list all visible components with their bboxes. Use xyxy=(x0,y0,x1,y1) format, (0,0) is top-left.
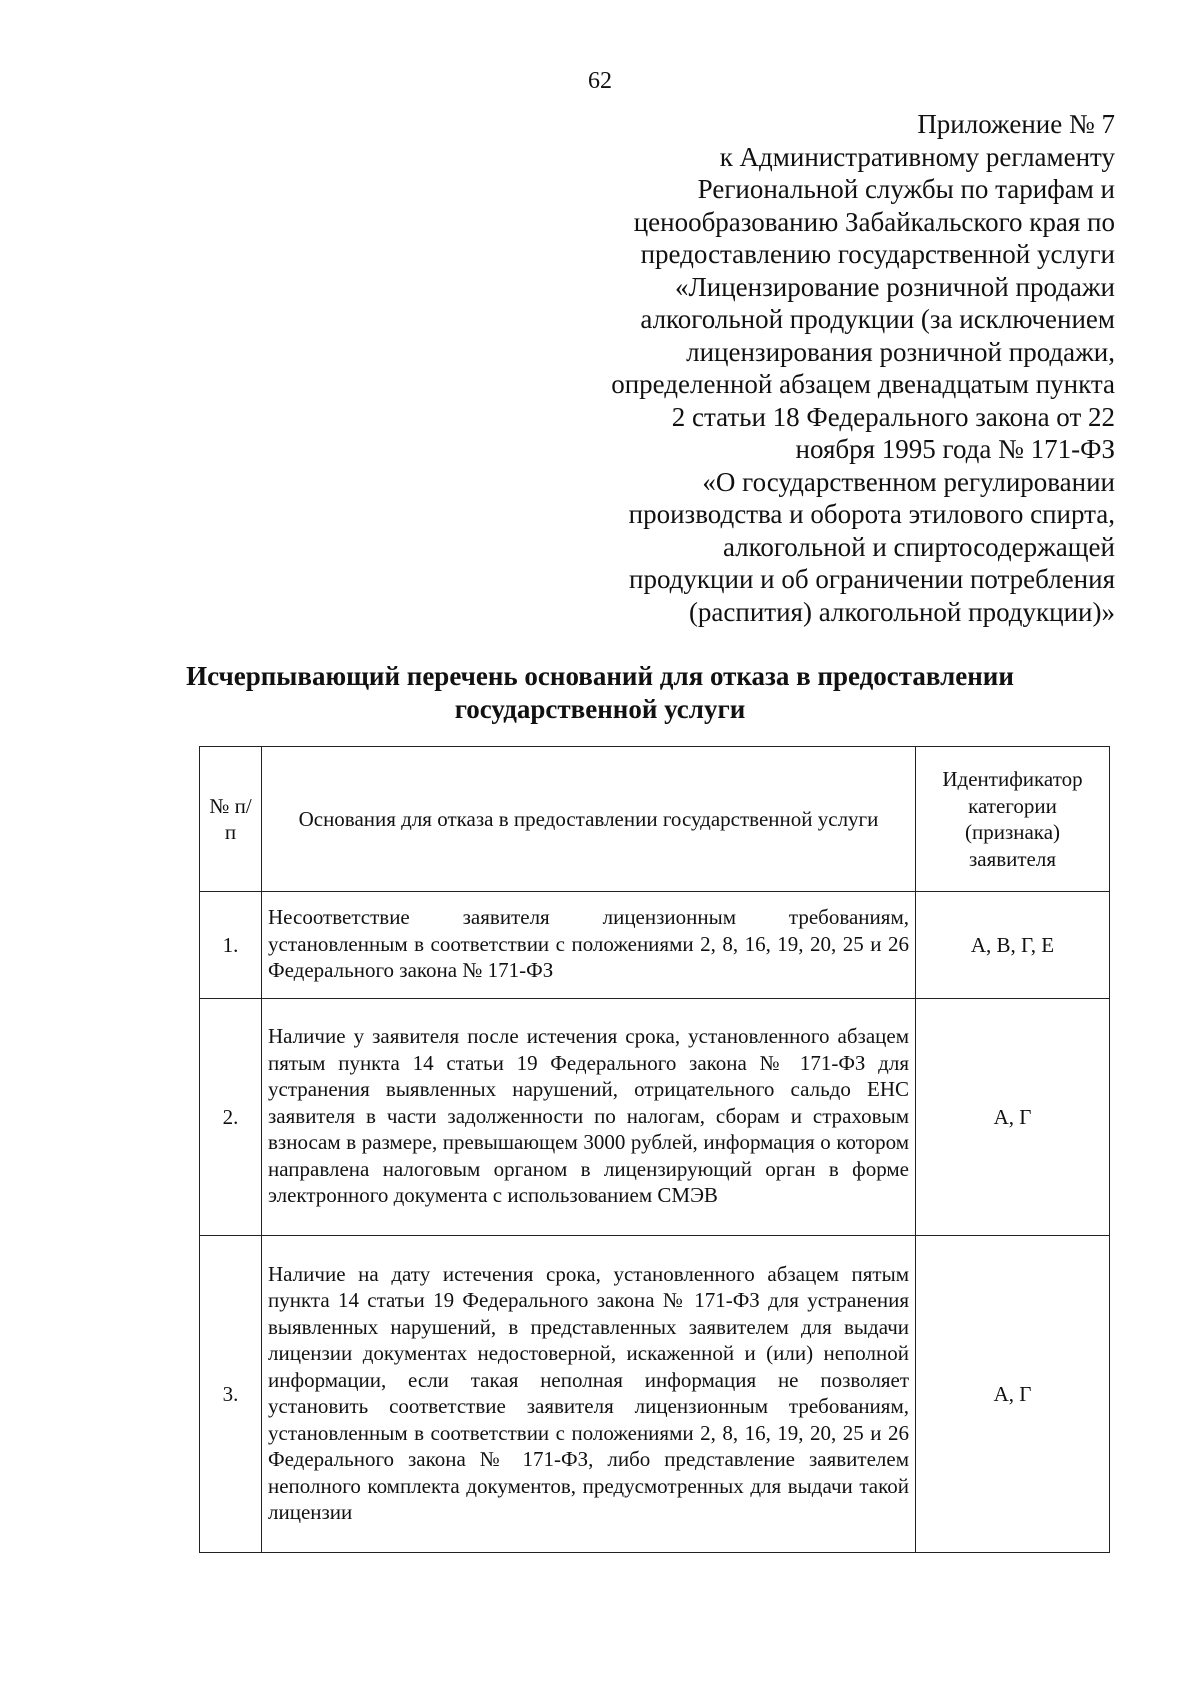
appendix-line: продукции и об ограничении потребления xyxy=(629,564,1115,594)
header-category: Идентификатор категории (признака) заявителя xyxy=(916,747,1110,892)
row-reason: Наличие у заявителя после истечения срока, установленного абзацем пятым пункта 14 статьи 19 Федерального закона № 171-ФЗ для устранения выявленных нарушений, отрицательного сальдо ЕНС заявителя в части задолженности по налогам, сборам и страховым взносам в размере, превышающем 3000 рублей, информация о котором направлена налоговым органом в лицензирующий орган в форме электронного документа с использованием СМЭВ xyxy=(262,999,916,1236)
appendix-line: ноября 1995 года № 171-ФЗ xyxy=(795,434,1115,464)
page-number: 62 xyxy=(588,68,612,94)
row-number: 2. xyxy=(200,999,262,1236)
appendix-line: лицензирования розничной продажи, xyxy=(686,336,1115,367)
appendix-line: ценообразованию Забайкальского края по xyxy=(633,206,1115,237)
table-header-row xyxy=(200,747,1110,892)
row-reason: Несоответствие заявителя лицензионным требованиям, установленным в соответствии с положениями 2, 8, 16, 19, 20, 25 и 26 Федерального закона № 171-ФЗ xyxy=(262,892,916,999)
appendix-line: производства и оборота этилового спирта, xyxy=(628,499,1115,529)
refusal-reasons-table xyxy=(199,746,1110,1553)
table-row xyxy=(200,999,1110,1236)
appendix-line: 2 статьи 18 Федерального закона от 22 xyxy=(671,401,1115,432)
row-reason: Наличие на дату истечения срока, установленного абзацем пятым пункта 14 статьи 19 Федерального закона № 171-ФЗ для устранения выявленных нарушений, в представленных заявителем для выдачи лицензии документах недостоверной, искаженной и (или) неполной информации, если такая неполная информация не позволяет установить соответствие заявителя лицензионным требованиям, установленным в соответствии с положениями 2, 8, 16, 19, 20, 25 и 26 Федерального закона № 171-ФЗ, либо представление заявителем неполного комплекта документов, предусмотренных для выдачи такой лицензии xyxy=(262,1236,916,1553)
title-line: государственной услуги xyxy=(454,694,746,724)
row-number: 3. xyxy=(200,1236,262,1553)
appendix-line: алкогольной продукции (за исключением xyxy=(640,304,1115,334)
title-line: Исчерпывающий перечень оснований для отказа в предоставлении xyxy=(186,661,1014,691)
row-category: А, Г xyxy=(916,999,1110,1236)
appendix-line: определенной абзацем двенадцатым пункта xyxy=(611,369,1115,399)
header-number: № п/п xyxy=(200,747,262,892)
appendix-line: Приложение № 7 xyxy=(917,109,1115,139)
appendix-line: «О государственном регулировании xyxy=(702,466,1115,497)
document-title xyxy=(150,660,1050,726)
row-number: 1. xyxy=(200,892,262,999)
appendix-line: Региональной службы по тарифам и xyxy=(697,174,1115,204)
table-row xyxy=(200,892,1110,999)
appendix-line: алкогольной и спиртосодержащей xyxy=(722,531,1115,562)
appendix-line: «Лицензирование розничной продажи xyxy=(674,271,1115,302)
appendix-line: (распития) алкогольной продукции)» xyxy=(688,596,1115,627)
row-category: А, В, Г, Е xyxy=(916,892,1110,999)
appendix-header xyxy=(475,108,1115,628)
row-category: А, Г xyxy=(916,1236,1110,1553)
table-row xyxy=(200,1236,1110,1553)
appendix-line: к Административному регламенту xyxy=(719,141,1115,172)
appendix-line: предоставлению государственной услуги xyxy=(640,239,1115,269)
header-reason: Основания для отказа в предоставлении государственной услуги xyxy=(262,747,916,892)
